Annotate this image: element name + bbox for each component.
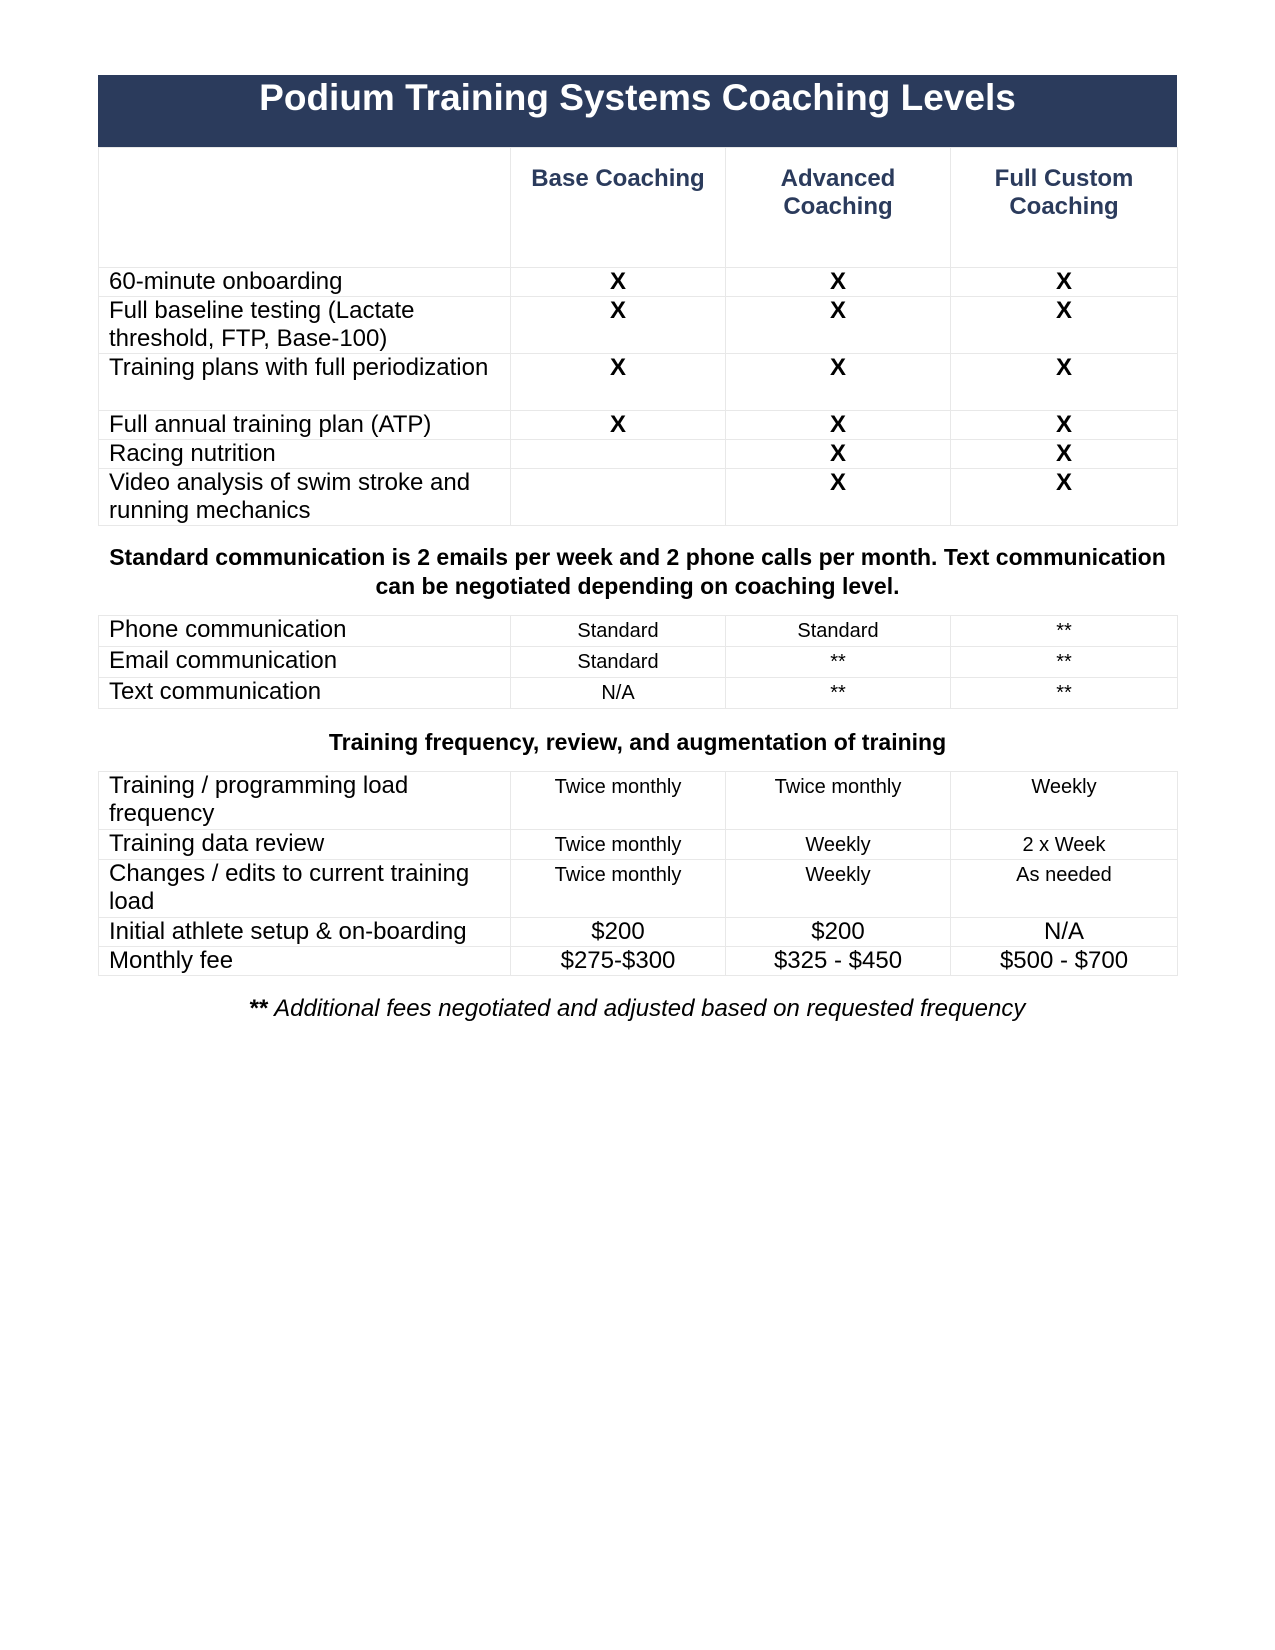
table-row (99, 647, 1178, 678)
frequency-value: As needed (951, 860, 1178, 918)
frequency-value: Twice monthly (726, 772, 951, 830)
feature-label: 60-minute onboarding (99, 268, 511, 297)
table-row (99, 411, 1178, 440)
feature-mark: X (726, 354, 951, 411)
column-header-advanced-line1: Advanced (780, 165, 896, 192)
feature-mark: X (511, 411, 726, 440)
feature-mark: X (951, 297, 1178, 354)
feature-mark: X (511, 354, 726, 411)
communication-value: Standard (511, 647, 726, 678)
frequency-heading: Training frequency, review, and augmentation of training (328, 729, 947, 755)
column-header-advanced (726, 148, 951, 268)
footnote-marker: ** (249, 995, 269, 1022)
price-value: $200 (726, 918, 951, 947)
feature-label: Full baseline testing (Lactate threshold, FTP, Base-100) (99, 297, 511, 354)
feature-mark: X (951, 354, 1178, 411)
feature-mark: X (511, 297, 726, 354)
communication-table (98, 615, 1178, 709)
price-value: $500 - $700 (951, 947, 1178, 976)
frequency-table (98, 771, 1178, 976)
feature-mark: X (951, 411, 1178, 440)
footnote-text: Additional fees negotiated and adjusted based on requested frequency (274, 995, 1026, 1022)
column-header-full-custom-line2: Coaching (1009, 193, 1119, 220)
frequency-label: Training data review (99, 830, 511, 860)
frequency-label: Changes / edits to current training load (99, 860, 511, 918)
feature-label: Racing nutrition (99, 440, 511, 469)
feature-mark: X (951, 440, 1178, 469)
frequency-label: Initial athlete setup & on-boarding (99, 918, 511, 947)
column-header-row (99, 148, 1178, 268)
feature-mark: X (511, 268, 726, 297)
table-row (99, 860, 1178, 918)
communication-value: ** (951, 678, 1178, 709)
communication-value: N/A (511, 678, 726, 709)
table-row (99, 772, 1178, 830)
communication-value: ** (951, 647, 1178, 678)
features-table (98, 147, 1178, 526)
frequency-value: Twice monthly (511, 830, 726, 860)
price-value: $325 - $450 (726, 947, 951, 976)
page-title: Podium Training Systems Coaching Levels (98, 75, 1177, 147)
feature-label: Full annual training plan (ATP) (99, 411, 511, 440)
communication-label: Text communication (99, 678, 511, 709)
communication-value: Standard (726, 616, 951, 647)
table-row (99, 297, 1178, 354)
table-row (99, 830, 1178, 860)
communication-value: ** (951, 616, 1178, 647)
coaching-levels-document (98, 75, 1177, 1023)
feature-label: Training plans with full periodization (99, 354, 511, 411)
column-header-full-custom-line1: Full Custom (994, 165, 1134, 192)
frequency-value: Weekly (726, 830, 951, 860)
feature-mark: X (951, 469, 1178, 526)
column-header-advanced-line2: Coaching (783, 193, 893, 220)
feature-mark (511, 469, 726, 526)
frequency-value: 2 x Week (951, 830, 1178, 860)
table-row (99, 440, 1178, 469)
frequency-value: Weekly (726, 860, 951, 918)
price-value: $200 (511, 918, 726, 947)
table-row (99, 947, 1178, 976)
frequency-value: Twice monthly (511, 860, 726, 918)
price-value: N/A (951, 918, 1178, 947)
feature-mark: X (951, 268, 1178, 297)
header-spacer-cell (99, 148, 511, 268)
table-row (99, 918, 1178, 947)
feature-mark (511, 440, 726, 469)
table-row (99, 678, 1178, 709)
feature-label: Video analysis of swim stroke and running mechanics (99, 469, 511, 526)
feature-mark: X (726, 411, 951, 440)
frequency-value: Twice monthly (511, 772, 726, 830)
column-header-base (511, 148, 726, 268)
footnote (98, 995, 1177, 1023)
feature-mark: X (726, 297, 951, 354)
column-header-base-line1: Base Coaching (531, 165, 705, 192)
feature-mark: X (726, 469, 951, 526)
frequency-label: Monthly fee (99, 947, 511, 976)
table-row (99, 268, 1178, 297)
communication-label: Phone communication (99, 616, 511, 647)
frequency-value: Weekly (951, 772, 1178, 830)
table-row (99, 354, 1178, 411)
feature-mark: X (726, 268, 951, 297)
communication-note: Standard communication is 2 emails per week and 2 phone calls per month. Text communication can be negotiated depending on coaching level. (109, 544, 1166, 599)
frequency-label: Training / programming load frequency (99, 772, 511, 830)
communication-value: ** (726, 678, 951, 709)
price-value: $275-$300 (511, 947, 726, 976)
table-row (99, 469, 1178, 526)
column-header-full-custom (951, 148, 1178, 268)
communication-value: Standard (511, 616, 726, 647)
table-row (99, 616, 1178, 647)
communication-value: ** (726, 647, 951, 678)
feature-mark: X (726, 440, 951, 469)
communication-label: Email communication (99, 647, 511, 678)
